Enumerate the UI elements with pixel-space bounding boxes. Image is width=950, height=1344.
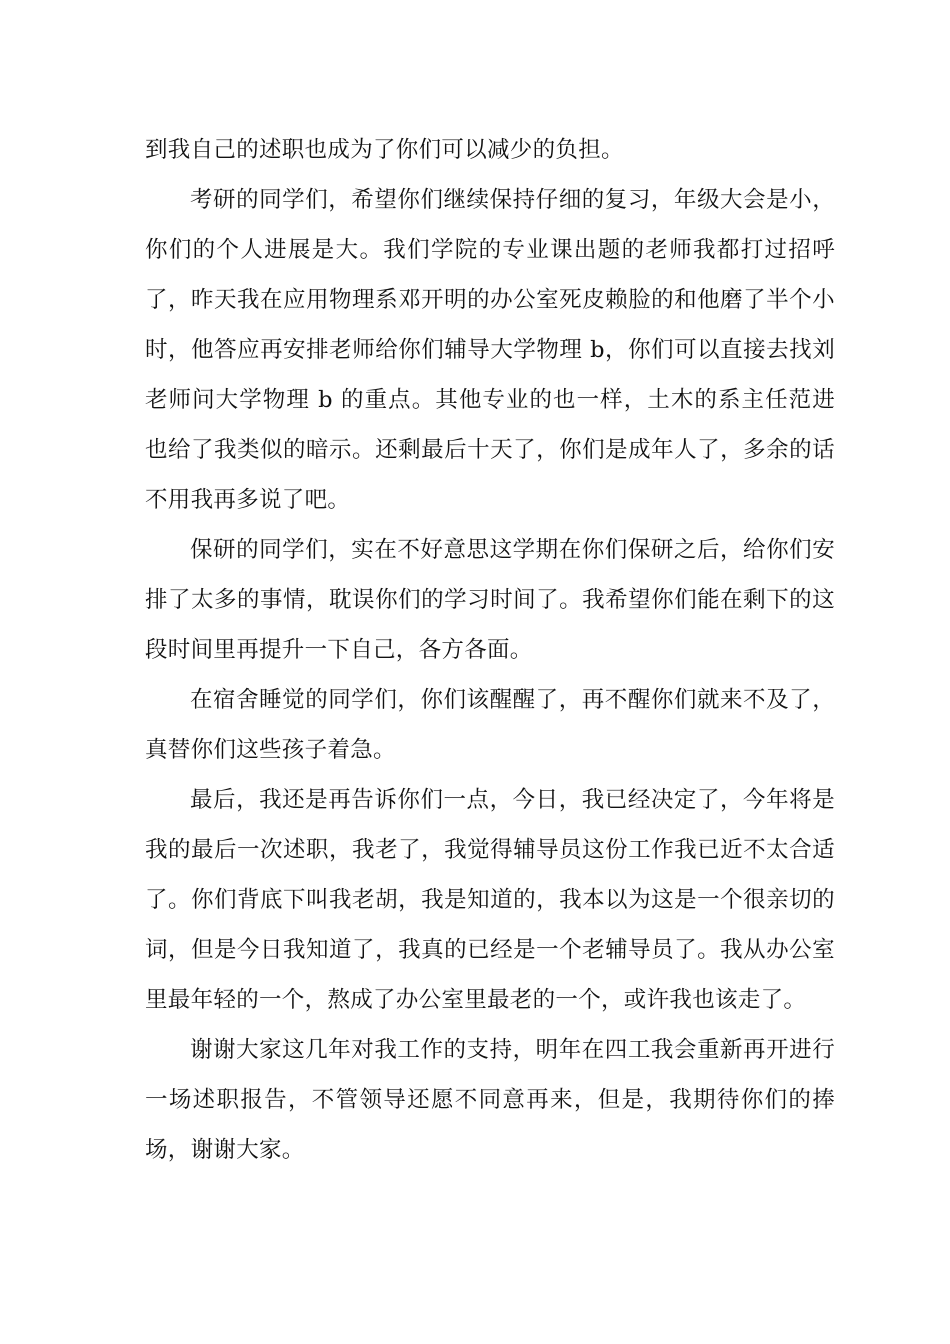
- paragraph-sleeping-students: 在宿舍睡觉的同学们，你们该醒醒了，再不醒你们就来不及了，真替你们这些孩子着急。: [145, 687, 835, 763]
- document-body: [145, 125, 835, 1175]
- paragraph-thanks: 谢谢大家这几年对我工作的支持，明年在四工我会重新再开进行一场述职报告，不管领导还愿不同意再来，但是，我期待你们的捧场，谢谢大家。: [145, 1037, 835, 1163]
- paragraph-final-announcement: 最后，我还是再告诉你们一点，今日，我已经决定了，今年将是我的最后一次述职，我老了，我觉得辅导员这份工作我已近不太合适了。你们背底下叫我老胡，我是知道的，我本以为这是一个很亲切的词，但是今日我知道了，我真的已经是一个老辅导员了。我从办公室里最年轻的一个，熬成了办公室里最老的一个，或许我也该走了。: [145, 787, 835, 1013]
- paragraph-continuation: 到我自己的述职也成为了你们可以减少的负担。: [145, 137, 624, 163]
- paragraph-kaoyan-students: 考研的同学们，希望你们继续保持仔细的复习，年级大会是小，你们的个人进展是大。我们学院的专业课出题的老师我都打过招呼了，昨天我在应用物理系邓开明的办公室死皮赖脸的和他磨了半个小时，他答应再安排老师给你们辅导大学物理 b，你们可以直接去找刘老师问大学物理 b 的重点。其他专业的也一样，土木的系主任范进也给了我类似的暗示。还剩最后十天了，你们是成年人了，多余的话不用我再多说了吧。: [145, 187, 835, 513]
- paragraph-baoyan-students: 保研的同学们，实在不好意思这学期在你们保研之后，给你们安排了太多的事情，耽误你们的学习时间了。我希望你们能在剩下的这段时间里再提升一下自己，各方各面。: [145, 537, 835, 663]
